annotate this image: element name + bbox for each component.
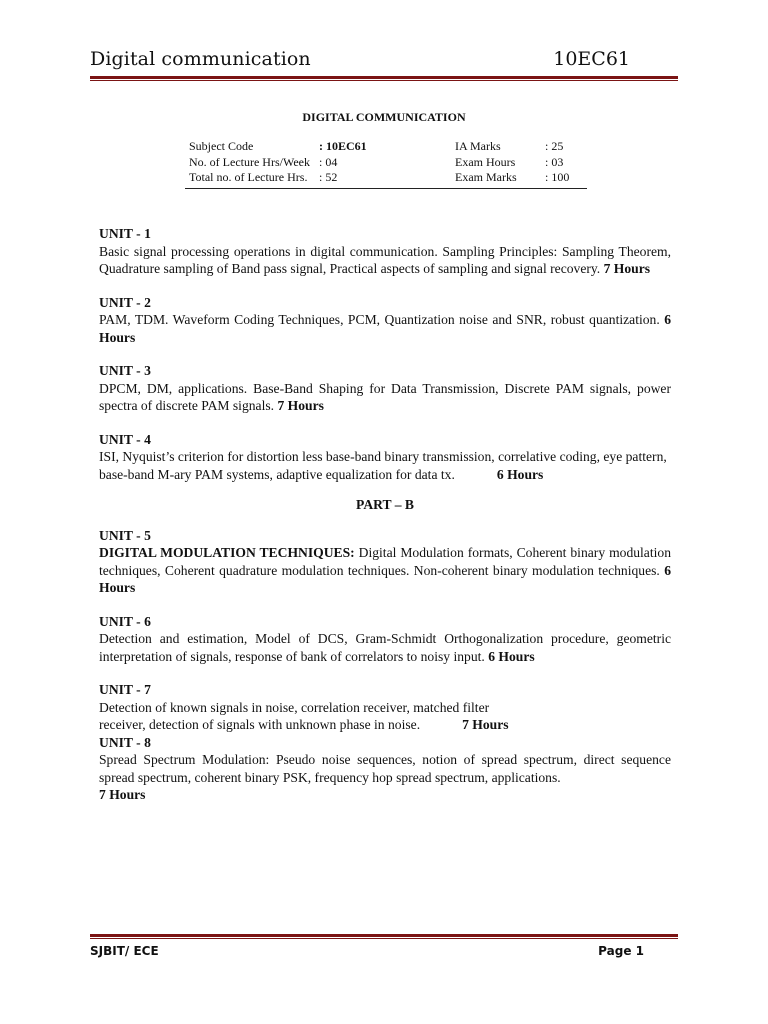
header-rule-thin [90,80,678,81]
unit-text: PAM, TDM. Waveform Coding Techniques, PCM, Quantization noise and SNR, robust quantization. [99,312,665,327]
unit-title: UNIT - 3 [99,363,151,378]
subject-value: : 04 [319,154,338,169]
unit-text: DPCM, DM, applications. Base-Band Shaping for Data Transmission, Discrete PAM signals, power spectra of discrete PAM signals. [99,380,671,413]
unit-description [99,311,671,346]
unit-lead-heading: DIGITAL MODULATION TECHNIQUES: [99,545,355,560]
unit-6 [99,613,671,666]
part-b-heading: PART – B [356,497,414,512]
unit-8 [99,734,671,804]
subject-label: IA Marks [455,139,501,153]
unit-title: UNIT - 2 [99,294,151,310]
unit-text: Digital Modulation formats, Coherent binary modulation techniques, Coherent quadrature modulation techniques. Non-coherent binary modulation techniques. [99,545,671,578]
subject-label: No. of Lecture Hrs/Week [189,154,310,169]
footer-rule-thin [90,938,678,939]
unit-text-line1: Detection of known signals in noise, correlation receiver, matched filter [99,699,490,715]
header-course-code: 10EC61 [553,48,630,70]
footer-department: SJBIT/ ECE [90,944,159,958]
unit-description [99,243,671,278]
unit-hours: 7 Hours [603,261,651,276]
unit-text: Basic signal processing operations in digital communication. Sampling Principles: Sampling Theorem, Quadrature sampling of Band pass signal, Practical aspects of sampling and signal recovery. [99,243,671,276]
subject-label: Total no. of Lecture Hrs. [189,170,308,184]
unit-3 [99,362,671,415]
header-title: Digital communication [90,48,311,70]
subject-row [189,155,587,171]
unit-title: UNIT - 8 [99,734,151,750]
unit-title: UNIT - 5 [99,527,151,543]
page-header [90,46,630,76]
unit-description [99,544,671,597]
unit-description [99,699,671,734]
subject-row [189,170,587,186]
subject-table-rule [185,188,587,189]
unit-7 [99,681,671,734]
subject-value: : 100 [545,170,570,184]
subject-label: Exam Marks [455,170,517,184]
unit-1 [99,225,671,278]
unit-title: UNIT - 4 [99,431,151,447]
unit-title: UNIT - 1 [99,226,151,241]
subject-row [189,139,587,155]
syllabus-body [99,225,671,804]
unit-text: Detection and estimation, Model of DCS, Gram-Schmidt Orthogonalization procedure, geometric interpretation of signals, response of bank of correlators to noisy input. [99,631,671,664]
document-title: DIGITAL COMMUNICATION [302,110,466,124]
unit-hours: 6 Hours [99,562,671,595]
subject-value: : 25 [545,139,564,153]
unit-hours: 7 Hours [277,398,324,413]
unit-hours: 6 Hours [496,466,544,482]
unit-4 [99,431,671,484]
unit-text: ISI, Nyquist’s criterion for distortion less base-band binary transmission, correlative coding, eye pattern, base-band M-ary PAM systems, adaptive equalization for data tx. [99,449,667,482]
subject-value: : 10EC61 [319,139,367,153]
unit-text-line2: receiver, detection of signals with unknown phase in noise. [99,717,421,732]
unit-5 [99,527,671,597]
unit-title: UNIT - 7 [99,682,151,697]
subject-label: Subject Code [189,139,254,153]
unit-description [99,448,671,483]
unit-text: Spread Spectrum Modulation: Pseudo noise sequences, notion of spread spectrum, direct sequence spread spectrum, coherent binary PSK, frequency hop spread spectrum, applications. [99,752,671,785]
unit-title: UNIT - 6 [99,613,151,629]
subject-label: Exam Hours [455,154,516,169]
unit-description [99,751,671,804]
unit-hours: 7 Hours [99,787,146,802]
subject-value: : 03 [545,154,564,169]
footer-page-number: Page 1 [598,944,644,958]
unit-hours: 6 Hours [488,648,535,664]
subject-value: : 52 [319,170,338,184]
header-rule-thick [90,76,678,79]
unit-hours: 6 Hours [99,312,671,345]
unit-description [99,630,671,665]
unit-hours: 7 Hours [462,717,509,732]
unit-description [99,380,671,415]
subject-details-table [189,139,587,186]
unit-2 [99,294,671,347]
footer-rule-thick [90,934,678,937]
